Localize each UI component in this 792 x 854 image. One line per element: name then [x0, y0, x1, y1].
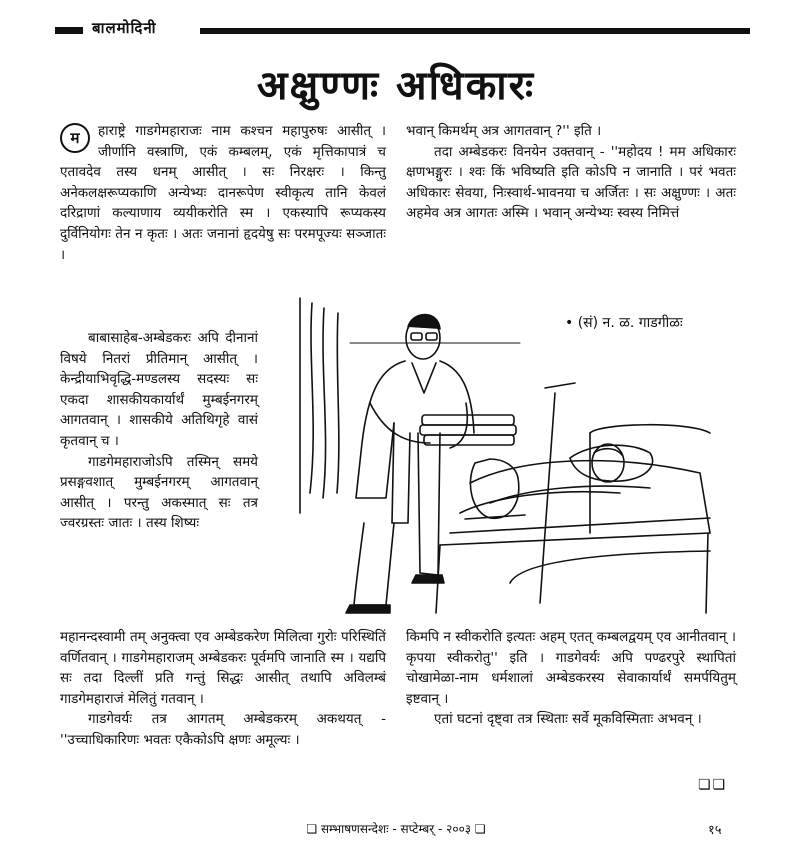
end-mark: ❏❏ — [698, 777, 728, 793]
right-paragraph-1: भवान् किमर्थम् अत्र आगतवान् ?'' इति । — [406, 123, 602, 139]
paragraph-3-continued: महानन्दस्वामी तम् अनुक्त्वा एव अम्बेडकरेण मिलित्वा गुरोः परिस्थितिं वर्णितवान् । गाडगेमहाराजम् अम्बेडकरः पूर्वमपि जानाति स्म । यद्यपि सः तदा दिल्लीं प्रति गन्तुं सिद्धः आसीत् तथापि अविलम्बं गाडगेमहाराजं मेलितुं गतवान् । — [60, 629, 386, 707]
section-label: बालमोदिनी — [92, 19, 157, 37]
right-column-bottom — [406, 627, 736, 730]
paragraph-4: गाडगेवर्यः तत्र आगतम् अम्बेडकरम् अकथयत् - ''उच्चाधिकारिणः भवतः एकैकोऽपि क्षणः अमूल्यः । — [60, 711, 386, 748]
dropcap: म — [60, 123, 90, 153]
page-number: १५ — [708, 823, 722, 838]
illustration-hospital-scene — [290, 283, 722, 623]
left-column-narrow — [60, 328, 258, 534]
right-paragraph-3: एतां घटनां दृष्ट्वा तत्र स्थिताः सर्वे मूकविस्मिताः अभवन् । — [434, 711, 702, 728]
paragraph-3: गाडगेमहाराजोऽपि तस्मिन् समये प्रसङ्गवशात् मुम्बईनगरम् आगतवान् आसीत् । परन्तु अकस्मात् सः तत्र ज्वरग्रस्तः जातः । तस्य शिष्यः — [60, 453, 258, 532]
right-column-top — [406, 121, 736, 224]
left-column-top — [60, 121, 386, 265]
paragraph-2: बाबासाहेब-अम्बेडकरः अपि दीनानां विषये नितरां प्रीतिमान् आसीत् । केन्द्रीयाभिवृद्धि-मण्डलस्य सदस्यः सः एकदा शासकीयकार्यार्थं मुम्बईनगरम् आगतवान् । शासकीये अतिथिगृहे वासं कृतवान् च । — [60, 330, 258, 449]
right-paragraph-2-continued: किमपि न स्वीकरोति इत्यतः अहम् एतत् कम्बलद्वयम् एव आनीतवान् । कृपया स्वीकरोतु'' इति । गाडगेवर्यः अपि पण्ढरपुरे स्थापितां चोखामेळा-नाम धर्मशालां अम्बेडकरस्य सेवाकार्यार्थं समर्पयितुम् इष्टवान् । — [406, 629, 736, 707]
footer-issue: ❏ सम्भाषणसन्देशः - सप्टेम्बर् - २००३ ❏ — [306, 822, 486, 836]
author-byline: • (सं) न. ळ. गाडगीळः — [565, 315, 683, 331]
paragraph-1: म हाराष्ट्रे गाडगेमहाराजः नाम कश्चन महापुरुषः आसीत् । जीर्णानि वस्त्राणि, एकं कम्बलम्, एकं मृत्तिकापात्रं च एतावदेव तस्य धनम् आसीत् । सः निरक्षरः । किन्तु अनेकलक्षरूप्यकाणि अन्येभ्यः दानरूपेण स्वीकृत्य तानि केवलं दरिद्राणां कल्याणाय व्ययीकरोति स्म । एकस्यापि रूप्यकस्य दुर्विनियोगः तेन न कृतः । अतः जनानां हृदयेषु सः परमपूज्यः सञ्जातः । — [60, 123, 386, 263]
article-title: अक्षुण्णः अधिकारः — [256, 63, 536, 109]
header-rule-right — [200, 28, 750, 34]
left-column-bottom — [60, 627, 386, 751]
right-paragraph-2: तदा अम्बेडकरः विनयेन उक्तवान् - ''महोदय ! मम अधिकारः क्षणभङ्गुरः । श्वः किं भविष्यति इति कोऽपि न जानाति । परं भवतः अधिकारः सेवया, निःस्वार्थ-भावनया च अर्जितः । सः अक्षुण्णः । अतः अहमेव अत्र आगतः अस्मि । भवान् अन्येभ्यः स्वस्य निमित्तं — [406, 143, 736, 222]
header-rule-left — [55, 27, 83, 34]
